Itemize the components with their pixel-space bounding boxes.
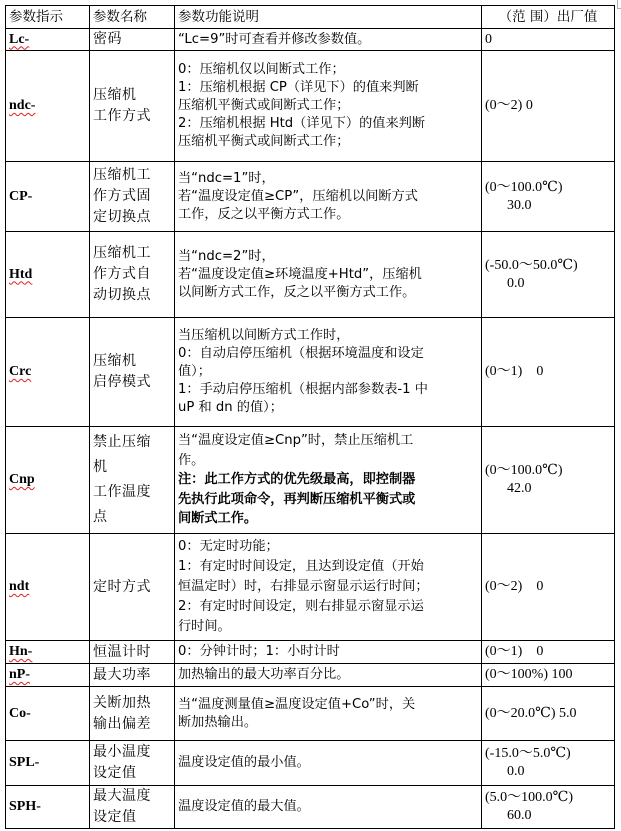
param-code <box>6 534 90 641</box>
table-row <box>6 534 615 641</box>
table-row <box>6 51 615 162</box>
desc-line: 以间断方式工作，反之以平衡方式工作。 <box>178 284 416 300</box>
name-line: 点 <box>93 509 108 525</box>
param-description <box>175 29 482 51</box>
param-description <box>175 162 482 232</box>
desc-line: 当“温度设定值≥Cnp”时，禁止压缩机工 <box>178 433 414 449</box>
desc-line: 温度设定值的最大值。 <box>178 799 310 814</box>
range-line: (0～1) 0 <box>485 364 544 379</box>
param-description <box>175 51 482 162</box>
name-line: 工作方式 <box>93 108 151 124</box>
param-code: Co- <box>6 687 90 741</box>
desc-line: 2：有定时时间设定，则右排显示窗显示运 <box>178 599 424 614</box>
param-name <box>90 51 175 162</box>
param-description <box>175 534 482 641</box>
param-code-text: Hn- <box>9 644 33 660</box>
param-code <box>6 664 90 687</box>
default-value: 30.0 <box>507 197 532 213</box>
name-line: 设定值 <box>93 765 137 781</box>
header-row <box>6 6 615 29</box>
default-value: 0.0 <box>507 764 525 779</box>
param-range-default <box>482 687 615 741</box>
range-line: (0～20.0℃) 5.0 <box>485 705 577 721</box>
table-row <box>6 786 615 829</box>
param-code-text: Cnp <box>9 472 35 488</box>
name-line: 定时方式 <box>93 578 151 595</box>
param-name <box>90 687 175 741</box>
note-line: 注：此工作方式的优先级最高，即控制器 <box>178 472 416 488</box>
name-line: 输出偏差 <box>93 715 151 732</box>
param-name <box>90 741 175 786</box>
page-corner-mark <box>617 0 618 8</box>
param-code-text: ndc- <box>9 98 36 114</box>
name-line: 工作温度 <box>93 484 151 500</box>
desc-line: 0：压缩机仅以间断式工作； <box>178 62 345 77</box>
table-row <box>6 664 615 687</box>
range-line: (0～100.0℃) <box>485 179 563 195</box>
param-range-default <box>482 427 615 534</box>
param-code <box>6 641 90 664</box>
range-line: (0～2) 0 <box>485 579 544 594</box>
param-description <box>175 427 482 534</box>
parameter-table <box>5 5 615 829</box>
default-value: 42.0 <box>507 481 532 496</box>
range-line: (0～2) 0 <box>485 98 533 113</box>
desc-line: 加热输出的最大功率百分比。 <box>178 667 350 682</box>
name-line: 定切换点 <box>93 209 151 225</box>
param-code-text: Crc <box>9 364 32 380</box>
name-line: 动切换点 <box>93 287 151 303</box>
param-description <box>175 786 482 829</box>
name-line: 作方式固 <box>93 188 151 204</box>
param-name <box>90 427 175 534</box>
header-description: 参数功能说明 <box>175 6 482 29</box>
param-code-text: ndt <box>9 579 30 595</box>
desc-line: 行时间。 <box>178 619 231 634</box>
default-value: 0.0 <box>507 275 525 291</box>
desc-line: 2：压缩机根据 Htd（详见下）的值来判断 <box>178 116 426 131</box>
param-code <box>6 232 90 318</box>
param-range-default <box>482 29 615 51</box>
param-code <box>6 51 90 162</box>
desc-line: 0：分钟计时；1：小时计时 <box>178 644 340 659</box>
param-range-default <box>482 162 615 232</box>
name-line: 最大温度 <box>93 788 151 804</box>
name-line: 压缩机 <box>93 353 137 369</box>
param-name <box>90 232 175 318</box>
desc-line: 若“温度设定值≥CP”，压缩机以间断方式 <box>178 188 418 204</box>
table-row <box>6 641 615 664</box>
table-row <box>6 427 615 534</box>
param-name <box>90 534 175 641</box>
range-line: (0～100%) 100 <box>485 667 573 682</box>
param-name <box>90 641 175 664</box>
param-range-default <box>482 318 615 427</box>
param-range-default <box>482 534 615 641</box>
name-line: 压缩机 <box>93 87 137 103</box>
name-line: 作方式自 <box>93 266 151 282</box>
param-code <box>6 29 90 51</box>
param-code <box>6 318 90 427</box>
desc-line: 0：无定时功能； <box>178 539 279 554</box>
param-description <box>175 232 482 318</box>
param-code: SPH- <box>6 786 90 829</box>
desc-line: 作。 <box>178 452 205 468</box>
table-row <box>6 318 615 427</box>
table-row <box>6 162 615 232</box>
desc-line: 当压缩机以间断方式工作时， <box>178 328 350 343</box>
desc-line: 工作，反之以平衡方式工作。 <box>178 206 350 222</box>
param-code: SPL- <box>6 741 90 786</box>
header-code: 参数指示 <box>6 6 90 29</box>
range-line: (0～100.0℃) <box>485 463 563 478</box>
param-range-default <box>482 51 615 162</box>
param-description <box>175 641 482 664</box>
desc-line: 若“温度设定值≥环境温度+Htd”，压缩机 <box>178 266 422 282</box>
name-line: 压缩机工 <box>93 245 151 261</box>
desc-line: 压缩机平衡式或间断式工作； <box>178 98 350 113</box>
desc-line: 当“温度测量值≥温度设定值+Co”时，关 <box>178 696 416 712</box>
header-name: 参数名称 <box>90 6 175 29</box>
name-line: 启停模式 <box>93 374 151 390</box>
name-line: 最大功率 <box>93 666 151 683</box>
range-line: (-50.0～50.0℃) <box>485 257 578 273</box>
table-row <box>6 232 615 318</box>
name-line: 恒温计时 <box>93 643 151 660</box>
name-line: 密码 <box>93 31 122 47</box>
name-line: 关断加热 <box>93 694 151 711</box>
param-code-text: Htd <box>9 266 33 282</box>
desc-line: 当“ndc=2”时， <box>178 248 275 264</box>
param-code-text: Lc- <box>9 31 30 47</box>
range-line: (5.0～100.0℃) <box>485 790 573 805</box>
param-name <box>90 664 175 687</box>
param-range-default <box>482 786 615 829</box>
desc-line: 1：有定时时间设定，且达到设定值（开始 <box>178 559 424 574</box>
param-description <box>175 318 482 427</box>
param-description <box>175 664 482 687</box>
desc-line: 0：自动启停压缩机（根据环境温度和设定 <box>178 346 424 361</box>
range-line: (-15.0～5.0℃) <box>485 746 571 761</box>
param-name <box>90 162 175 232</box>
desc-line: 1：压缩机根据 CP（详见下）的值来判断 <box>178 80 419 95</box>
desc-line: 恒温定时）时，右排显示窗显示运行时间； <box>178 579 429 594</box>
page-corner-mark-h <box>617 8 621 9</box>
param-name <box>90 29 175 51</box>
name-line: 压缩机工 <box>93 167 151 183</box>
default-value: 60.0 <box>507 808 532 823</box>
desc-line: “Lc=9”时可查看并修改参数值。 <box>178 31 371 47</box>
note-line: 间断式工作。 <box>178 511 258 527</box>
name-line: 机 <box>93 459 108 475</box>
param-range-default <box>482 641 615 664</box>
table-row <box>6 687 615 741</box>
note-line: 先执行此项命令，再判断压缩机平衡式或 <box>178 491 416 507</box>
table-row <box>6 29 615 51</box>
range-line: 0 <box>485 31 492 47</box>
desc-line: 压缩机平衡式或间断式工作； <box>178 134 350 149</box>
table-row <box>6 741 615 786</box>
name-line: 设定值 <box>93 809 137 825</box>
desc-line: 温度设定值的最小值。 <box>178 755 310 770</box>
param-range-default <box>482 664 615 687</box>
param-range-default <box>482 232 615 318</box>
param-name <box>90 318 175 427</box>
param-name <box>90 786 175 829</box>
desc-line: 1：手动启停压缩机（根据内部参数表-1 中 <box>178 382 428 397</box>
param-code-text: nP- <box>9 667 30 683</box>
param-range-default <box>482 741 615 786</box>
desc-line: 值）； <box>178 364 211 379</box>
range-line: (0～1) 0 <box>485 644 544 659</box>
desc-line: uP 和 dn 的值）； <box>178 400 283 415</box>
param-description <box>175 741 482 786</box>
name-line: 最小温度 <box>93 744 151 760</box>
param-description <box>175 687 482 741</box>
param-code <box>6 427 90 534</box>
desc-line: 当“ndc=1”时， <box>178 170 275 186</box>
desc-line: 断加热输出。 <box>178 714 258 730</box>
header-range-default: （范 围）出厂值 <box>482 6 615 29</box>
name-line: 禁止压缩 <box>93 434 151 450</box>
param-code: CP- <box>6 162 90 232</box>
